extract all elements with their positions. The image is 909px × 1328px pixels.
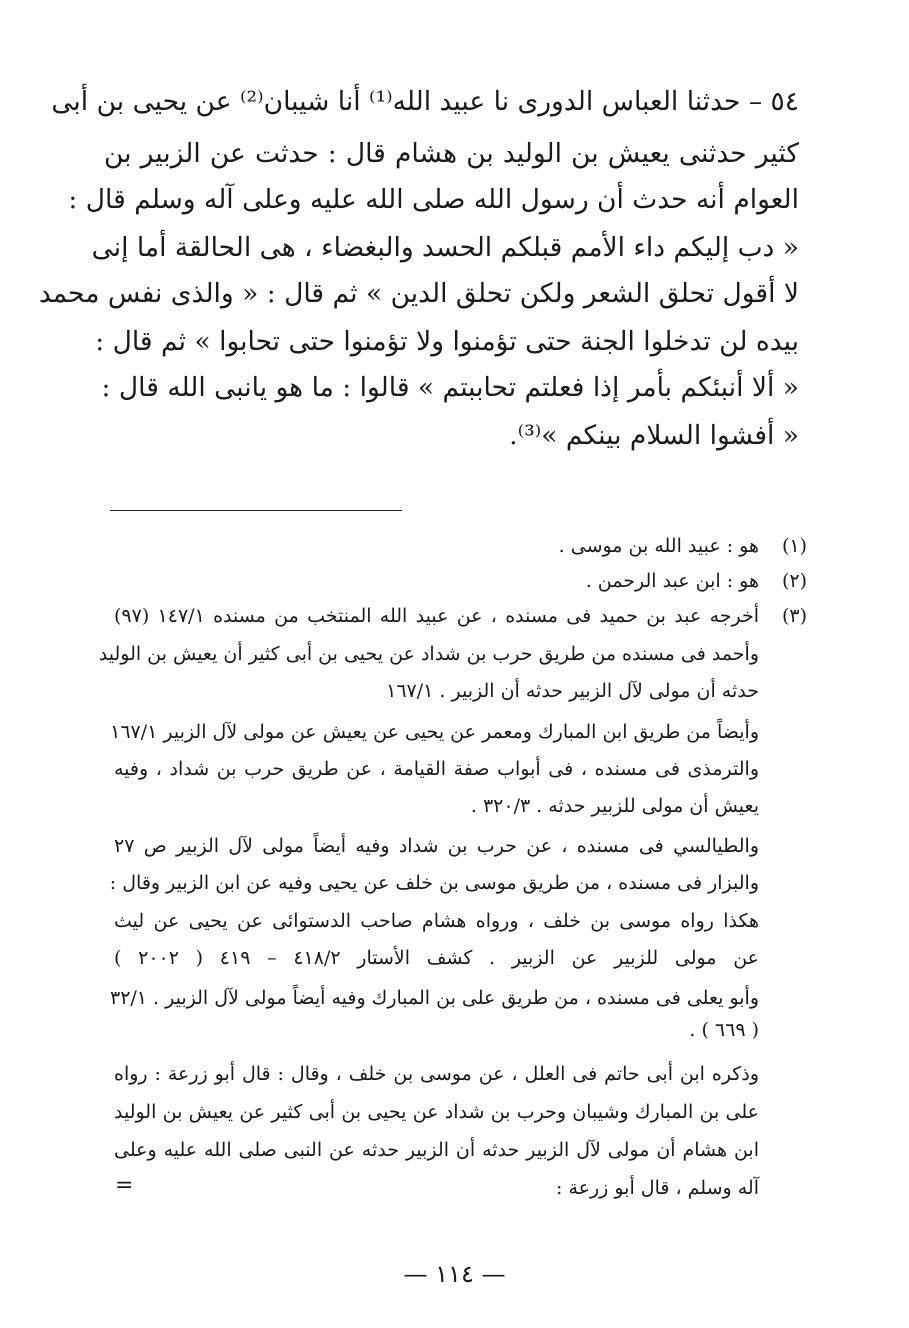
footnote-line: والطيالسي فى مسنده ، عن حرب بن شداد وفيه أيضاً مولى لآل الزبير ص ٢٧	[114, 835, 759, 857]
footnote-line: والبزار فى مسنده ، من طريق موسى بن خلف عن يحيى وفيه عن ابن الزبير وقال :	[109, 872, 759, 894]
hadith-line: « أفشوا السلام بينكم »⁽³⁾.	[509, 420, 799, 451]
footnote-line: ( ٦٦٩ ) .	[689, 1019, 759, 1041]
footnote-text: هو : عبيد الله بن موسى .	[558, 535, 759, 557]
footnote-separator	[110, 510, 402, 511]
footnote-line: وأحمد فى مسنده من طريق حرب بن شداد عن يحيى بن أبى كثير أن يعيش بن الوليد	[98, 643, 759, 665]
footnote-text: هو : ابن عبد الرحمن .	[585, 570, 759, 592]
footnote-label: (٣)	[781, 605, 807, 627]
hadith-line: ٥٤ – حدثنا العباس الدورى نا عبيد الله⁽¹⁾ أنا شيبان⁽²⁾ عن يحيى بن أبى	[51, 86, 799, 117]
footnote-line: على بن المبارك وشيبان وحرب بن شداد عن يحيى بن أبى كثير عن يعيش بن الوليد	[114, 1101, 759, 1123]
hadith-line: لا أقول تحلق الشعر ولكن تحلق الدين » ثم قال : « والذى نفس محمد	[38, 278, 799, 309]
hadith-line: كثير حدثنى يعيش بن الوليد بن هشام قال : حدثت عن الزبير بن	[104, 138, 799, 169]
continuation-mark: =	[115, 1173, 134, 1198]
footnote-label: (٢)	[781, 570, 807, 592]
footnote-line: وأبو يعلى فى مسنده ، من طريق على بن المبارك وفيه أيضاً مولى لآل الزبير . ٣٢/١	[109, 987, 759, 1009]
footnote-label: (١)	[781, 535, 807, 557]
footnote-line: عن مولى للزبير عن الزبير . كشف الأستار ٤١٨/٢ – ٤١٩ ( ٢٠٠٢ )	[114, 947, 759, 969]
hadith-line: العوام أنه حدث أن رسول الله صلى الله عليه وعلى آله وسلم قال :	[68, 184, 799, 215]
footnote-line: حدثه أن مولى لآل الزبير حدثه أن الزبير . ١٦٧/١	[386, 680, 759, 702]
footnote-line: ابن هشام أن مولى لآل الزبير حدثه أن الزبير حدثه عن النبى صلى الله عليه وعلى	[114, 1139, 759, 1161]
footnote-line: وذكره ابن أبى حاتم فى العلل ، عن موسى بن خلف ، وقال : قال أبو زرعة : رواه	[114, 1063, 759, 1085]
footnote-line: والترمذى فى مسنده ، فى أبواب صفة القيامة ، عن طريق حرب بن شداد ، وفيه	[114, 758, 760, 780]
footnote-line: آله وسلم ، قال أبو زرعة :	[556, 1177, 759, 1199]
hadith-line: « ألا أنبئكم بأمر إذا فعلتم تحاببتم » قالوا : ما هو يانبى الله قال :	[101, 372, 799, 403]
hadith-line: بيده لن تدخلوا الجنة حتى تؤمنوا ولا تؤمنوا حتى تحابوا » ثم قال :	[95, 326, 799, 357]
footnote-line: هكذا رواه موسى بن خلف ، ورواه هشام صاحب الدستوائى عن يحيى عن ليث	[114, 910, 759, 932]
footnote-line: وأيضاً من طريق ابن المبارك ومعمر عن يحيى عن يعيش عن مولى لآل الزبير ١٦٧/١	[110, 721, 759, 743]
footnote-line: يعيش أن مولى للزبير حدثه . ٣٢٠/٣ .	[470, 795, 759, 817]
page-number: — ١١٤ —	[403, 1260, 506, 1288]
footnote-line: أخرجه عبد بن حميد فى مسنده ، عن عبيد الله المنتخب من مسنده ١٤٧/١ (٩٧)	[114, 605, 760, 627]
hadith-line: « دب إليكم داء الأمم قبلكم الحسد والبغضاء ، هى الحالقة أما إنى	[91, 232, 799, 263]
